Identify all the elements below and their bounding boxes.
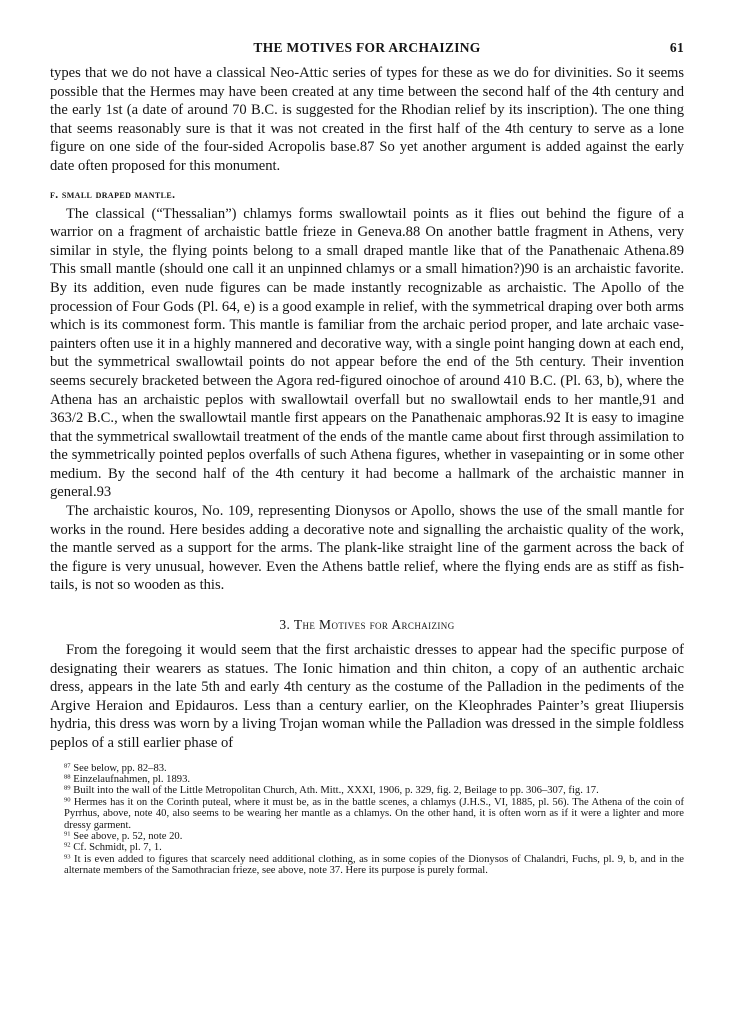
footnotes (50, 763, 684, 877)
section-heading: 3. The Motives for Archaizing (279, 617, 455, 633)
footnote-number: 92 (64, 841, 71, 849)
footnote-text: It is even added to figures that scarcely need additional clothing, as in some copies of the Dionysos of Chalandri, Fuchs, pl. 9, b, and in the alternate members of the Samothracian frieze, see above, note 37. Here its purpose is purely formal. (64, 853, 684, 877)
footnote (50, 763, 684, 774)
footnote-text: Hermes has it on the Corinth puteal, where it must be, as in the battle scenes, a chlamys (J.H.S., VI, 1885, pl. 56). The Athena of the coin of Pyrrhus, above, note 40, also seems to be wearing her mantle as a chlamys. On the other hand, it is often worn as if it were a lighter and more dressy garment. (64, 796, 684, 831)
footnote-text: Cf. Schmidt, pl. 7, 1. (73, 842, 162, 854)
footnote-text: See above, p. 52, note 20. (73, 831, 183, 843)
subsection-heading (50, 189, 684, 201)
footnote (50, 785, 684, 796)
footnote (50, 831, 684, 842)
footnote-number: 93 (64, 853, 71, 861)
footnote-text: Einzelaufnahmen, pl. 1893. (73, 774, 191, 785)
footnote-number: 88 (64, 773, 71, 781)
footnote-number: 87 (64, 761, 71, 769)
page-number: 61 (669, 40, 684, 55)
paragraph-3: The archaistic kouros, No. 109, representing Dionysos or Apollo, shows the use of the small mantle for works in the round. Here besides adding a decorative note and signalling the archaistic quality of the work, the mantle served as a support for the arms. The plank-like straight line of the garment across the back of the figure is very unusual, however. Even the Athens battle relief, where the flying ends are as stiff as fish-tails, is not so wooden as this. (50, 503, 684, 594)
footnote (50, 797, 684, 831)
paragraph-2: The classical (“Thessalian”) chlamys forms swallowtail points as it flies out behind the figure of a warrior on a fragment of archaistic battle frieze in Geneva.88 On another battle fragment in Athens, very similar in style, the flying points belong to a small draped mantle like that of the Panathenaic Athena.89 This small mantle (should one call it an unpinned chlamys or a small himation?)90 is an archaistic favorite. By its addition, even nude figures can be made instantly recognizable as archaistic. The Apollo of the procession of Four Gods (Pl. 64, e) is a good example in relief, with the symmetrical draping over both arms which is its commonest form. This mantle is familiar from the archaic period proper, and late archaic vase-painters often use it in a highly mannered and decorative way, with a single point hanging down at each end, but the symmetrical swallowtail points do not appear before the end of the 5th century. Their invention seems securely bracketed between the Agora red-figured oinochoe of around 410 B.C. (Pl. 63, b), where the Athena has an archaistic peplos with swallowtail overfall but no swallowtail ends to her mantle,91 and 363/2 B.C., when the swallowtail mantle first appears on the Panathenaic amphoras.92 It is easy to imagine that the symmetrical swallowtail treatment of the ends of the mantle came about first through assimilation to the symmetrically pointed peplos overfalls of such Athena figures, whether in vasepainting or in some other medium. By the second half of the 4th century it had become a hallmark of the archaistic manner in general.93 (50, 205, 684, 501)
running-header (50, 40, 684, 64)
footnote-text: See below, pp. 82–83. (73, 762, 167, 774)
subsection-label: f. (50, 188, 59, 201)
footnote (50, 842, 684, 853)
footnote-number: 90 (64, 796, 71, 804)
footnote-text: Built into the wall of the Little Metropolitan Church, Ath. Mitt., XXXI, 1906, p. 329, fig. 2, Beilage to pp. 306–307, fig. 17. (73, 785, 599, 797)
footnote (50, 774, 684, 785)
footnote (50, 854, 684, 877)
paragraph-1: types that we do not have a classical Neo-Attic series of types for these as we do for divinities. So it seems possible that the Hermes may have been created at any time between the second half of the 4th century and the early 1st (a date of around 70 B.C. is suggested for the Rhodian relief by its inscription). The one thing that seems reasonably sure is that it was not created in the first half of the 4th century to serve as a lone figure on one side of the four-sided Acropolis base.87 So yet another argument is added against the early date often proposed for this monument. (50, 65, 684, 174)
document-page (50, 40, 684, 877)
paragraph-4: From the foregoing it would seem that the first archaistic dresses to appear had the specific purpose of designating their wearers as statues. The Ionic himation and thin chiton, a copy of an authentic archaic dress, appears in the late 5th and early 4th century as the costume of the Palladion in the pediments of the Argive Heraion and Epidauros. Less than a century earlier, on the Kleophrades Painter’s great Iliupersis hydria, this dress was worn by a living Trojan woman while the Palladion was dressed in the simple foldless peplos of a still earlier phase of (50, 642, 684, 751)
footnote-number: 91 (64, 830, 71, 838)
subsection-title: small draped mantle. (61, 188, 176, 201)
footnote-number: 89 (64, 784, 71, 792)
running-title: THE MOTIVES FOR ARCHAIZING (253, 40, 481, 55)
